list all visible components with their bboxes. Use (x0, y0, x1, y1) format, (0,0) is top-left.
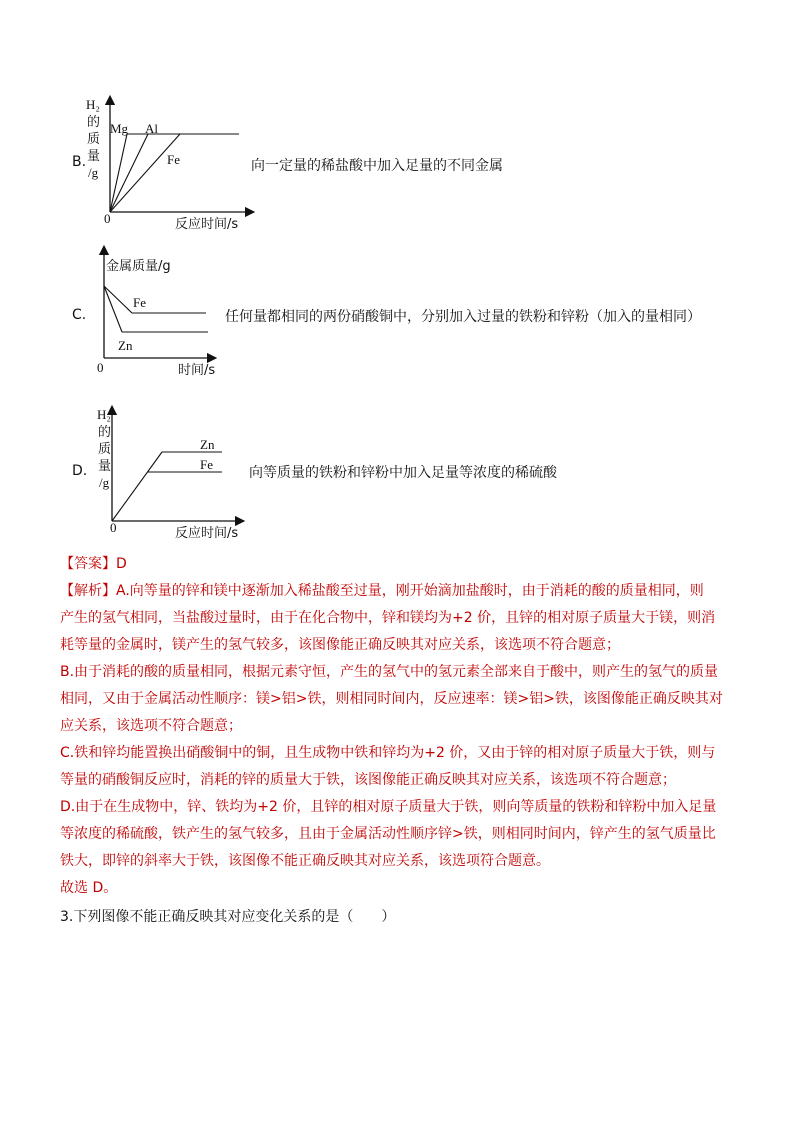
line-fe (110, 134, 180, 212)
analysis-line-8: 等量的硝酸铜反应时，消耗的锌的质量大于铁，该图像能正确反映其对应关系，该选项不符合题意； (60, 772, 676, 788)
y-label: 金属质量/g (106, 259, 171, 274)
y-label-5: /g (99, 475, 110, 490)
origin-label: 0 (110, 520, 117, 535)
option-b-graph (82, 92, 262, 234)
line-zn-drop (104, 286, 122, 332)
answer-line (60, 553, 127, 573)
analysis-line-6: 应关系，该选项不符合题意； (60, 718, 242, 734)
analysis-line-5: 相同，又由于金属活动性顺序：镁>铝>铁，则相同时间内，反应速率：镁>铝>铁，该图像能正确反映其对 (60, 691, 723, 707)
option-d-graph (82, 402, 262, 544)
next-question: 3.下列图像不能正确反映其对应变化关系的是（ ） (60, 909, 396, 925)
series-label-mg: Mg (110, 121, 129, 136)
option-c-graph (88, 244, 228, 380)
y-label-2: 的 (87, 115, 101, 130)
series-label-zn: Zn (200, 437, 215, 452)
y-label-2: 的 (98, 425, 112, 440)
analysis-line-9: D.由于在生成物中，锌、铁均为+2 价，且锌的相对原子质量大于铁，则向等质量的铁粉和锌粉中加入足量 (60, 799, 717, 815)
analysis-line-1 (60, 580, 704, 600)
option-b-text: 向一定量的稀盐酸中加入足量的不同金属 (251, 158, 503, 174)
y-label-3: 质 (87, 132, 101, 147)
series-label-fe: Fe (200, 457, 213, 472)
analysis-line-2: 产生的氢气相同，当盐酸过量时，由于在化合物中，锌和镁均为+2 价，且锌的相对原子质量大于镁，则消 (60, 610, 716, 626)
option-c-text: 任何量都相同的两份硝酸铜中，分别加入过量的铁粉和锌粉（加入的量相同） (225, 309, 701, 325)
y-label-4: 量 (98, 459, 112, 474)
series-label-fe: Fe (133, 295, 146, 310)
option-c-letter: C. (72, 307, 87, 323)
x-label: 时间/s (178, 363, 216, 378)
analysis-line-3: 耗等量的金属时，镁产生的氢气较多，该图像能正确反映其对应关系，该选项不符合题意； (60, 637, 620, 653)
x-label: 反应时间/s (175, 526, 239, 541)
series-label-fe: Fe (167, 152, 180, 167)
option-d-text: 向等质量的铁粉和锌粉中加入足量等浓度的稀硫酸 (249, 465, 557, 481)
line-zn-rise (112, 452, 162, 521)
origin-label: 0 (97, 360, 104, 375)
analysis-line-10: 等浓度的稀硫酸，铁产生的氢气较多，且由于金属活动性顺序锌>铁，则相同时间内，锌产生的氢气质量比 (60, 826, 716, 842)
y-label-3: 质 (98, 442, 112, 457)
x-label: 反应时间/s (175, 217, 239, 232)
analysis-line-7: C.铁和锌均能置换出硝酸铜中的铜，且生成物中铁和锌均为+2 价，又由于锌的相对原子质量大于铁，则与 (60, 745, 716, 761)
conclusion: 故选 D。 (60, 880, 118, 896)
line-mg (110, 134, 127, 212)
y-label-5: /g (88, 165, 99, 180)
series-label-al: Al (145, 121, 158, 136)
y-label-1: H₂ (97, 407, 111, 422)
option-d-letter: D. (72, 463, 88, 479)
y-label-4: 量 (87, 149, 101, 164)
analysis-line-4: B.由于消耗的酸的质量相同，根据元素守恒，产生的氢气中的氢元素全部来自于酸中，则产生的氢气的质量 (60, 664, 719, 680)
line-al (110, 134, 148, 212)
line-fe-drop (104, 286, 132, 313)
series-label-zn: Zn (118, 338, 133, 353)
origin-label: 0 (104, 211, 111, 226)
option-b-letter: B. (72, 154, 87, 170)
y-label-1: H₂ (86, 97, 100, 112)
answer-label: 【答案】 (60, 556, 116, 572)
answer-value: D (116, 556, 127, 572)
analysis-label: 【解析】 (60, 583, 116, 599)
analysis-text: A.向等量的锌和镁中逐渐加入稀盐酸至过量，刚开始滴加盐酸时，由于消耗的酸的质量相同，则 (116, 583, 704, 599)
analysis-line-11: 铁大，即锌的斜率大于铁，该图像不能正确反映其对应关系，该选项符合题意。 (60, 853, 550, 869)
